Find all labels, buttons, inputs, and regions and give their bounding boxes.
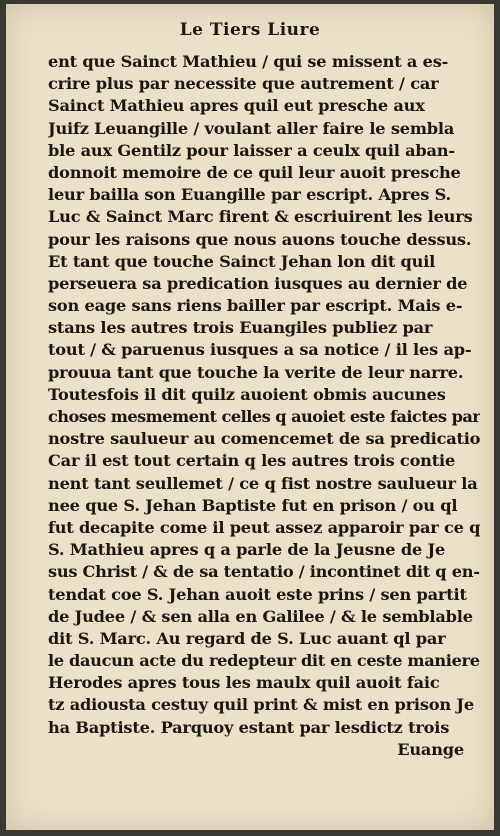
text-line: tz adiousta cestuy quil print & mist en prison Je [48, 695, 474, 715]
text-line: le daucun acte du redepteur dit en ceste maniere [48, 651, 480, 671]
text-line: perseuera sa predication iusques au dernier de [48, 273, 468, 293]
page-text [48, 51, 480, 761]
catchword: Euange [397, 739, 464, 759]
text-line: S. Mathieu apres q a parle de la Jeusne de Je [48, 540, 446, 560]
running-header: Le Tiers Liure [179, 20, 321, 40]
text-line: Toutesfois il dit quilz auoient obmis aucunes [48, 384, 446, 404]
text-line: prouua tant que touche la verite de leur narre. [48, 362, 464, 382]
text-line: Sainct Mathieu apres quil eut presche aux [48, 96, 425, 116]
text-line: Luc & Sainct Marc firent & escriuirent les leurs [48, 207, 473, 227]
text-line: fut decapite come il peut assez apparoir par ce q [48, 517, 480, 537]
book-page [6, 4, 494, 830]
text-line: nostre saulueur au comencemet de sa predicatio [48, 429, 480, 449]
text-line: son eage sans riens bailler par escript. Mais e- [48, 296, 463, 316]
text-line: tout / & paruenus iusques a sa notice / il les ap- [48, 340, 472, 360]
text-line: stans les autres trois Euangiles publiez par [48, 318, 433, 338]
text-line: choses mesmement celles q auoiet este faictes par [48, 407, 480, 426]
text-line: nent tant seullemet / ce q fist nostre saulueur la [48, 473, 478, 493]
text-line: crire plus par necessite que autrement / car [48, 74, 439, 94]
text-line: Juifz Leuangille / voulant aller faire le sembla [48, 118, 455, 138]
text-line: leur bailla son Euangille par escript. Apres S. [48, 185, 451, 205]
text-line: Et tant que touche Sainct Jehan lon dit quil [48, 251, 436, 271]
text-line: Car il est tout certain q les autres trois contie [48, 451, 456, 471]
text-line: Herodes apres tous les maulx quil auoit faic [48, 673, 440, 693]
text-line: sus Christ / & de sa tentatio / incontinet dit q en- [48, 562, 480, 582]
text-line: de Judee / & sen alla en Galilee / & le semblable [48, 606, 473, 626]
text-line: ha Baptiste. Parquoy estant par lesdictz trois [48, 717, 450, 737]
text-line: donnoit memoire de ce quil leur auoit presche [48, 162, 461, 182]
text-line: dit S. Marc. Au regard de S. Luc auant ql par [48, 628, 446, 648]
text-line: tendat coe S. Jehan auoit este prins / sen partit [48, 584, 467, 604]
text-line: nee que S. Jehan Baptiste fut en prison / ou ql [48, 495, 458, 515]
text-line: ent que Sainct Mathieu / qui se missent a es- [48, 52, 449, 71]
text-line: pour les raisons que nous auons touche dessus. [48, 229, 472, 249]
text-line: ble aux Gentilz pour laisser a ceulx quil aban- [48, 140, 455, 160]
